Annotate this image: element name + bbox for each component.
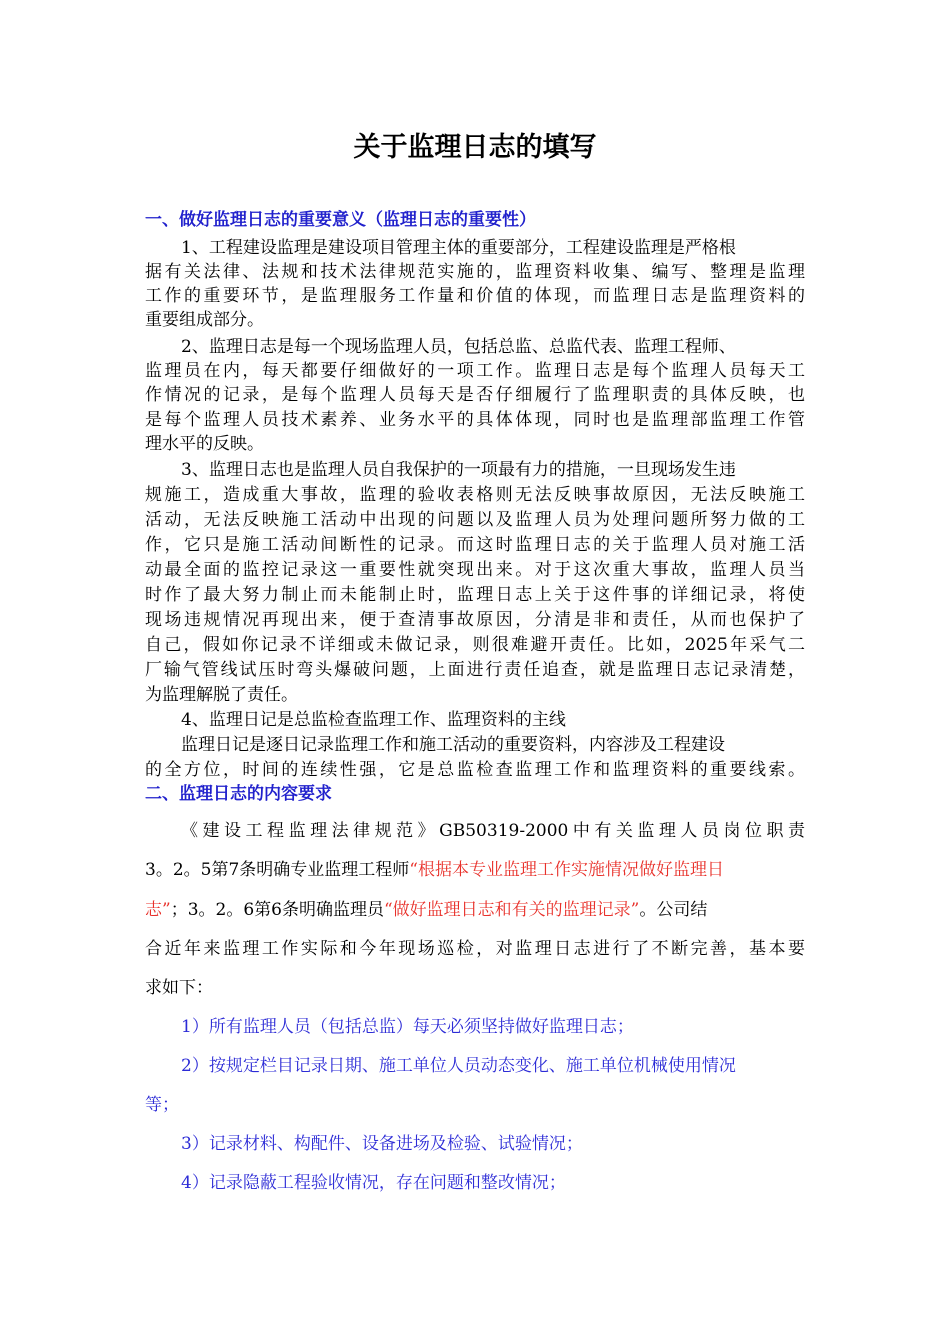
- paragraph-line: 时作了最大努力制止而未能制止时，监理日志上关于这件事的详细记录，将使: [145, 585, 805, 605]
- paragraph-line: 是每个监理人员技术素养、业务水平的具体体现，同时也是监理部监理工作管: [145, 410, 805, 430]
- paragraph-line: 4、监理日记是总监检查监理工作、监理资料的主线: [181, 710, 566, 730]
- paragraph-line-mixed: [145, 897, 707, 923]
- requirement-item: 等；: [145, 1095, 179, 1115]
- paragraph-line: 据有关法律、法规和技术法律规范实施的，监理资料收集、编写、整理是监理: [145, 262, 805, 282]
- paragraph-line: 重要组成部分。: [145, 310, 264, 330]
- paragraph-line: 厂输气管线试压时弯头爆破问题，上面进行责任追查，就是监理日志记录清楚，: [145, 660, 805, 680]
- paragraph-line: 动最全面的监控记录这一重要性就突现出来。对于这次重大事故，监理人员当: [145, 560, 805, 580]
- paragraph-text: 。公司结: [639, 900, 708, 920]
- quoted-requirement: “根据本专业监理工作实施情况做好监理日: [409, 860, 724, 880]
- paragraph-text: ；3。2。6第6条明确监理员: [170, 900, 384, 920]
- requirement-item: 1）所有监理人员（包括总监）每天必须坚持做好监理日志；: [181, 1017, 634, 1037]
- paragraph-line: 工作的重要环节，是监理服务工作量和价值的体现，而监理日志是监理资料的: [145, 286, 805, 306]
- paragraph-line: 规施工，造成重大事故，监理的验收表格则无法反映事故原因，无法反映施工: [145, 485, 805, 505]
- paragraph-line: 为监理解脱了责任。: [145, 685, 298, 705]
- paragraph-line: 监理日记是逐日记录监理工作和施工活动的重要资料，内容涉及工程建设: [181, 735, 725, 755]
- requirement-item: 4）记录隐蔽工程验收情况，存在问题和整改情况；: [181, 1173, 566, 1193]
- paragraph-line: 自己，假如你记录不详细或未做记录，则很难避开责任。比如，2025年采气二: [145, 635, 805, 655]
- requirement-item: 3）记录材料、构配件、设备进场及检验、试验情况；: [181, 1134, 583, 1154]
- paragraph-line: 2、监理日志是每一个现场监理人员，包括总监、总监代表、监理工程师、: [181, 337, 736, 357]
- quoted-requirement: 志”: [145, 900, 171, 920]
- paragraph-line-mixed: [145, 857, 724, 883]
- paragraph-line: 《建设工程监理法律规范》GB50319-2000中有关监理人员岗位职责: [181, 821, 805, 841]
- paragraph-line: 现场违规情况再现出来，便于查清事故原因，分清是非和责任，从而也保护了: [145, 610, 805, 630]
- paragraph-line: 的全方位，时间的连续性强，它是总监检查监理工作和监理资料的重要线索。: [145, 760, 805, 780]
- paragraph-line: 1、工程建设监理是建设项目管理主体的重要部分，工程建设监理是严格根: [181, 238, 736, 258]
- paragraph-text: 3。2。5第7条明确专业监理工程师: [145, 860, 410, 880]
- paragraph-line: 作，它只是施工活动间断性的记录。而这时监理日志的关于监理人员对施工活: [145, 535, 805, 555]
- requirement-item: 2）按规定栏目记录日期、施工单位人员动态变化、施工单位机械使用情况: [181, 1056, 736, 1076]
- paragraph-line: 活动，无法反映施工活动中出现的问题以及监理人员为处理问题所努力做的工: [145, 510, 805, 530]
- paragraph-line: 理水平的反映。: [145, 434, 264, 454]
- page-title: 关于监理日志的填写: [353, 132, 597, 163]
- section-heading-2: 二、监理日志的内容要求: [145, 784, 332, 804]
- section-heading-1: 一、做好监理日志的重要意义（监理日志的重要性）: [145, 210, 536, 230]
- paragraph-line: 3、监理日志也是监理人员自我保护的一项最有力的措施，一旦现场发生违: [181, 460, 736, 480]
- quoted-requirement: “做好监理日志和有关的监理记录”: [383, 900, 640, 920]
- paragraph-line: 合近年来监理工作实际和今年现场巡检，对监理日志进行了不断完善，基本要: [145, 939, 805, 959]
- paragraph-line: 作情况的记录，是每个监理人员每天是否仔细履行了监理职责的具体反映，也: [145, 385, 805, 405]
- paragraph-line: 求如下：: [145, 978, 213, 998]
- paragraph-line: 监理员在内，每天都要仔细做好的一项工作。监理日志是每个监理人员每天工: [145, 361, 805, 381]
